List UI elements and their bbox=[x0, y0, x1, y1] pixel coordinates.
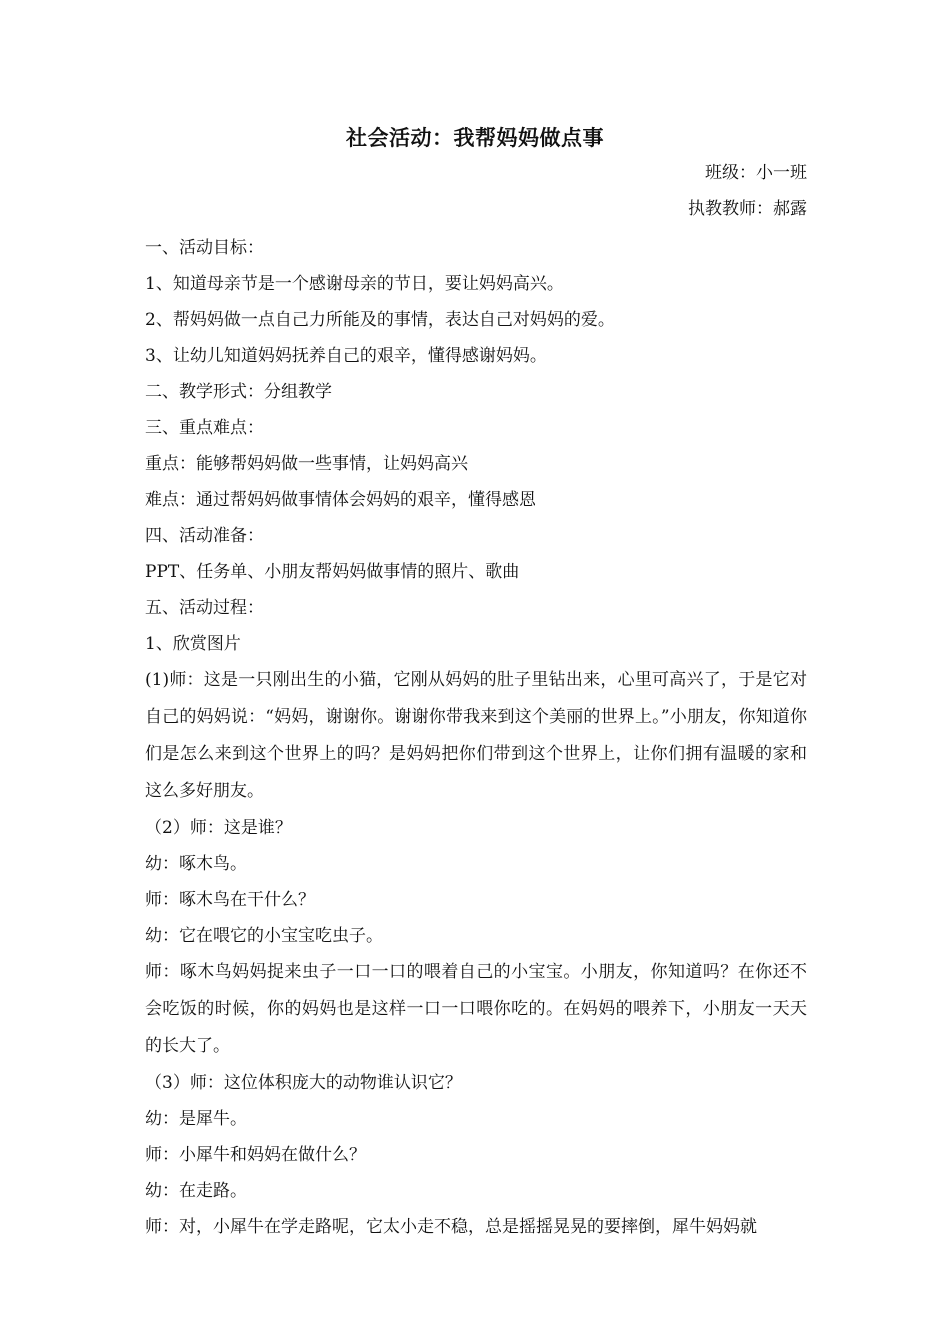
key-point: 重点：能够帮妈妈做一些事情，让妈妈高兴 bbox=[145, 454, 468, 474]
paragraph-woodpecker: 师：啄木鸟妈妈捉来虫子一口一口的喂着自己的小宝宝。小朋友，你知道吗？在你还不会吃饭的时候，你的妈妈也是这样一口一口喂你吃的。在妈妈的喂养下，小朋友一天天的长大了。 bbox=[145, 962, 807, 1056]
section-heading-preparation: 四、活动准备： bbox=[145, 526, 264, 546]
dialogue-line: （2）师：这是谁？ bbox=[145, 818, 292, 838]
class-info: 班级：小一班 bbox=[705, 163, 807, 183]
section-heading-key-points: 三、重点难点： bbox=[145, 418, 264, 438]
dialogue-line: 师：啄木鸟在干什么？ bbox=[145, 890, 315, 910]
dialogue-line: 幼：在走路。 bbox=[145, 1181, 247, 1201]
goal-item: 1、知道母亲节是一个感谢母亲的节日，要让妈妈高兴。 bbox=[145, 274, 564, 294]
document-body bbox=[145, 230, 807, 1245]
section-heading-process: 五、活动过程： bbox=[145, 598, 264, 618]
goal-item: 2、帮妈妈做一点自己力所能及的事情，表达自己对妈妈的爱。 bbox=[145, 310, 615, 330]
dialogue-line: 幼：是犀牛。 bbox=[145, 1109, 247, 1129]
teacher-info: 执教教师：郝露 bbox=[688, 199, 807, 219]
preparation-content: PPT、任务单、小朋友帮妈妈做事情的照片、歌曲 bbox=[145, 562, 520, 582]
paragraph-kitten: (1)师：这是一只刚出生的小猫，它刚从妈妈的肚子里钻出来，心里可高兴了，于是它对自己的妈妈说：“妈妈，谢谢你。谢谢你带我来到这个美丽的世界上。”小朋友，你知道你们是怎么来到这个世界上的吗？是妈妈把你们带到这个世界上，让你们拥有温暖的家和这么多好朋友。 bbox=[145, 670, 807, 801]
difficulty-point: 难点：通过帮妈妈做事情体会妈妈的艰辛，懂得感恩 bbox=[145, 490, 536, 510]
document-title: 社会活动：我帮妈妈做点事 bbox=[346, 125, 604, 150]
dialogue-line: 师：小犀牛和妈妈在做什么？ bbox=[145, 1145, 366, 1165]
process-step-heading: 1、欣赏图片 bbox=[145, 634, 241, 654]
dialogue-line: 幼：它在喂它的小宝宝吃虫子。 bbox=[145, 926, 383, 946]
dialogue-line: 幼：啄木鸟。 bbox=[145, 854, 247, 874]
paragraph-rhino: 师：对，小犀牛在学走路呢，它太小走不稳，总是摇摇晃晃的要摔倒，犀牛妈妈就 bbox=[145, 1217, 757, 1237]
section-heading-form: 二、教学形式：分组教学 bbox=[145, 382, 332, 402]
goal-item: 3、让幼儿知道妈妈抚养自己的艰辛，懂得感谢妈妈。 bbox=[145, 346, 547, 366]
section-heading-goals: 一、活动目标： bbox=[145, 238, 264, 258]
dialogue-line: （3）师：这位体积庞大的动物谁认识它？ bbox=[145, 1073, 462, 1093]
